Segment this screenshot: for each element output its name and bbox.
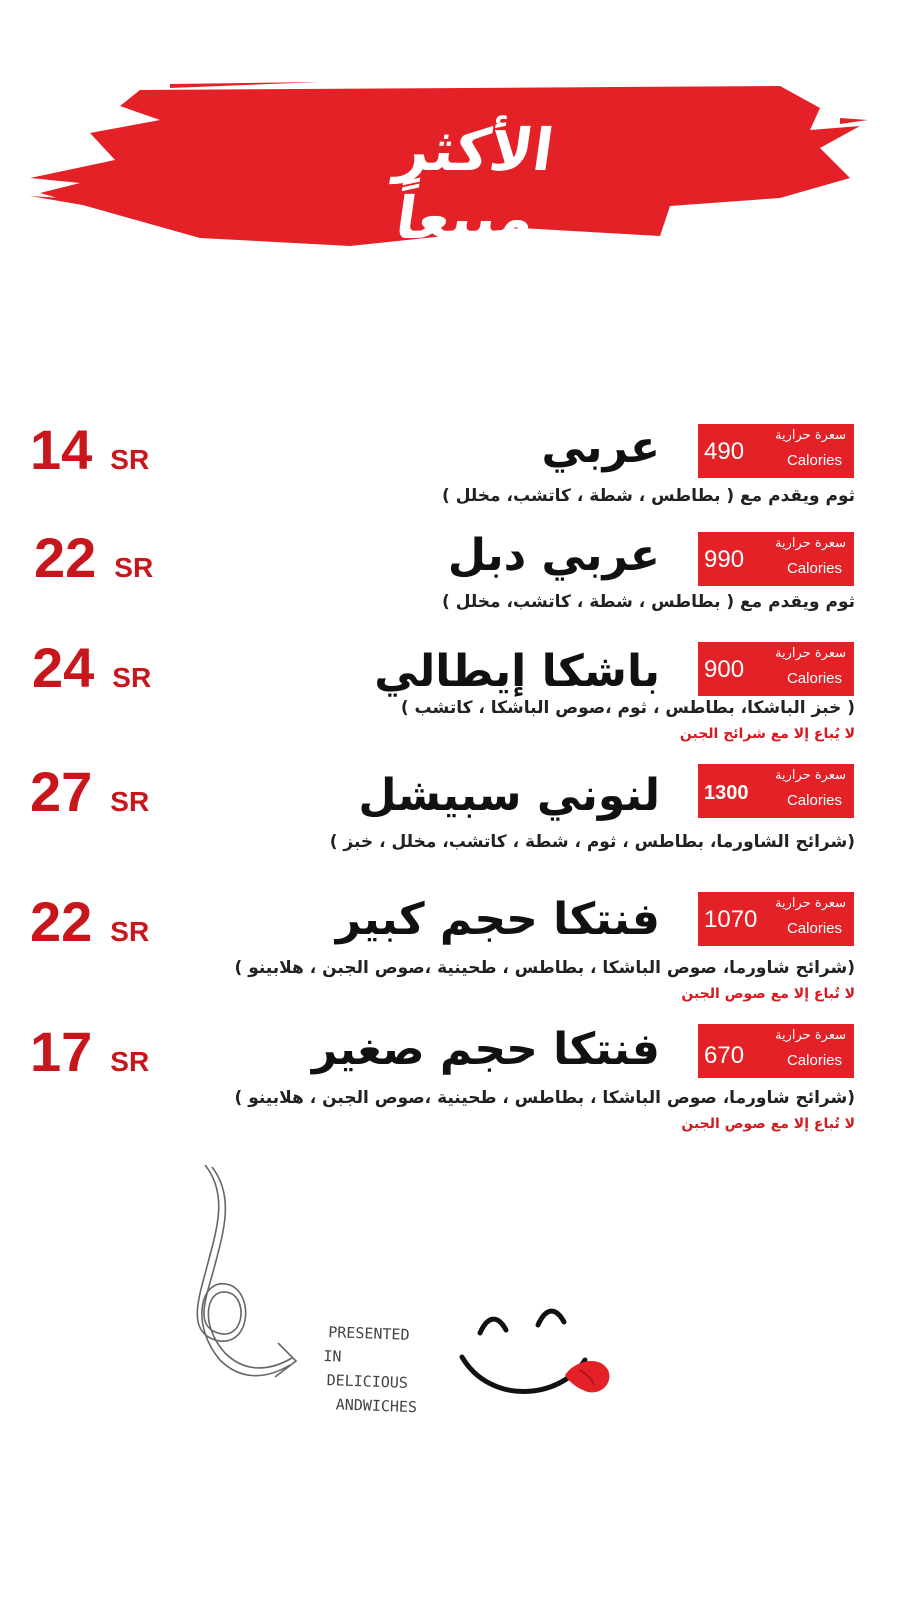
calorie-badge (698, 532, 854, 586)
item-name: باشكا إيطالي (374, 646, 660, 697)
smiley-face-icon (462, 1311, 609, 1392)
item-name: فنتكا حجم كبير (335, 894, 660, 945)
item-name: لنوني سبيشل (358, 770, 660, 821)
calorie-label-ar: سعرة حرارية (775, 1028, 846, 1043)
calorie-label-ar: سعرة حرارية (775, 768, 846, 783)
calorie-badge (698, 892, 854, 946)
calorie-value: 1070 (704, 906, 758, 933)
calorie-value: 990 (704, 546, 745, 573)
calorie-label-en: Calories (786, 560, 842, 577)
calorie-badge (698, 1024, 854, 1078)
item-name: عربي (541, 422, 660, 473)
price-currency: SR (112, 662, 152, 693)
calorie-badge (698, 764, 854, 818)
item-description: (شرائح شاورما، صوص الباشكا ، بطاطس ، طحينية ،صوص الجبن ، هلابينو ) (234, 958, 855, 978)
item-description: ثوم ويقدم مع ( بطاطس ، شطة ، كاتشب، مخلل ) (442, 486, 855, 506)
price-currency: SR (114, 552, 154, 583)
calorie-label-ar: سعرة حرارية (775, 536, 846, 551)
price-tag (34, 528, 153, 588)
price-currency: SR (110, 1046, 150, 1077)
item-description: (شرائح الشاورما، بطاطس ، ثوم ، شطة ، كاتشب، مخلل ، خبز ) (329, 832, 855, 852)
calorie-label-en: Calories (786, 1052, 842, 1069)
item-description: (شرائح شاورما، صوص الباشكا ، بطاطس ، طحينية ،صوص الجبن ، هلابينو ) (234, 1088, 855, 1108)
price-tag (30, 420, 149, 480)
price-currency: SR (110, 916, 150, 947)
calorie-badge (698, 424, 854, 478)
item-note: لا تُباع إلا مع صوص الجبن (681, 1116, 855, 1132)
section-title: الأكثر مبيعاً (391, 116, 558, 252)
price-tag (30, 1022, 149, 1082)
calorie-label-en: Calories (786, 920, 842, 937)
calorie-value: 900 (704, 656, 745, 683)
calorie-value: 670 (704, 1042, 745, 1069)
tagline-line: PRESENTED (327, 1323, 410, 1344)
calorie-value: 1300 (704, 782, 749, 804)
calorie-label-en: Calories (786, 670, 842, 687)
calorie-label-en: Calories (786, 792, 842, 809)
item-name: فنتكا حجم صغير (311, 1024, 660, 1075)
price-value: 14 (30, 418, 93, 481)
price-currency: SR (110, 444, 150, 475)
tagline-line: DELICIOUS (326, 1371, 409, 1392)
price-value: 22 (30, 890, 93, 953)
tagline-line: ANDWICHES (335, 1395, 418, 1417)
price-value: 22 (34, 526, 97, 589)
price-value: 17 (30, 1020, 93, 1083)
price-tag (30, 892, 149, 952)
price-value: 24 (32, 636, 95, 699)
swirl-arrow-icon (197, 1165, 296, 1377)
item-note: لا يُباع إلا مع شرائح الجبن (679, 726, 855, 742)
header-banner (20, 78, 870, 268)
calorie-label-ar: سعرة حرارية (775, 646, 846, 661)
price-tag (30, 762, 149, 822)
price-value: 27 (30, 760, 93, 823)
item-note: لا تُباع إلا مع صوص الجبن (681, 986, 855, 1002)
calorie-label-en: Calories (786, 452, 842, 469)
calorie-label-ar: سعرة حرارية (775, 896, 846, 911)
item-description: ( خبز الباشكا، بطاطس ، ثوم ،صوص الباشكا ، كاتشب ) (400, 698, 855, 718)
tagline-line: IN (323, 1346, 342, 1366)
price-tag (32, 638, 151, 698)
tagline (325, 1320, 438, 1420)
price-currency: SR (110, 786, 150, 817)
item-name: عربي دبل (447, 530, 660, 581)
calorie-label-ar: سعرة حرارية (775, 428, 846, 443)
calorie-value: 490 (704, 438, 745, 465)
calorie-badge (698, 642, 854, 696)
item-description: ثوم ويقدم مع ( بطاطس ، شطة ، كاتشب، مخلل ) (442, 592, 855, 612)
